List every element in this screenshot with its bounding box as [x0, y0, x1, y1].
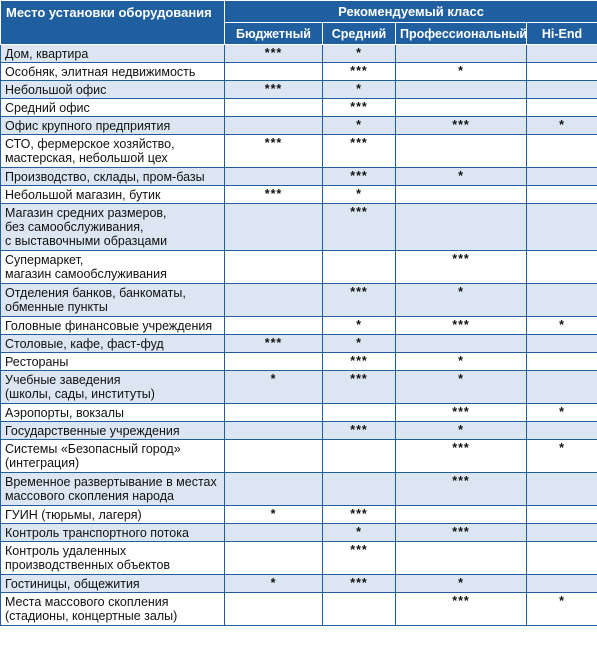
- rating-cell-middle: [323, 593, 396, 626]
- rating-cell-middle: ***: [323, 204, 396, 251]
- rating-cell-budget: [225, 524, 323, 542]
- rating-cell-middle: [323, 440, 396, 473]
- place-cell: Небольшой магазин, бутик: [1, 186, 225, 204]
- rating-cell-hiend: [527, 168, 597, 186]
- table-row: [1, 204, 597, 251]
- rating-cell-hiend: [527, 335, 597, 353]
- rating-cell-hiend: [527, 81, 597, 99]
- place-cell: Государственные учреждения: [1, 422, 225, 440]
- rating-cell-budget: [225, 593, 323, 626]
- rating-cell-budget: ***: [225, 45, 323, 63]
- place-cell: Аэропорты, вокзалы: [1, 404, 225, 422]
- rating-cell-hiend: [527, 204, 597, 251]
- rating-cell-budget: [225, 63, 323, 81]
- rating-cell-hiend: *: [527, 317, 597, 335]
- rating-cell-budget: [225, 168, 323, 186]
- rating-cell-middle: ***: [323, 371, 396, 404]
- rating-cell-middle: ***: [323, 506, 396, 524]
- table-row: [1, 117, 597, 135]
- table-row: [1, 135, 597, 168]
- place-cell: СТО, фермерское хозяйство, мастерская, небольшой цех: [1, 135, 225, 168]
- rating-cell-budget: [225, 353, 323, 371]
- place-column-label: Место установки оборудования: [6, 5, 212, 20]
- place-cell: Учебные заведения (школы, сады, институты): [1, 371, 225, 404]
- rating-cell-professional: ***: [396, 117, 527, 135]
- rating-cell-hiend: *: [527, 440, 597, 473]
- rating-cell-middle: *: [323, 81, 396, 99]
- rating-cell-budget: [225, 440, 323, 473]
- rating-cell-budget: ***: [225, 81, 323, 99]
- rating-cell-hiend: [527, 284, 597, 317]
- rating-cell-budget: [225, 404, 323, 422]
- place-cell: Офис крупного предприятия: [1, 117, 225, 135]
- rating-cell-professional: [396, 186, 527, 204]
- table-row: [1, 251, 597, 284]
- rating-cell-professional: ***: [396, 524, 527, 542]
- table-row: [1, 284, 597, 317]
- table-row: [1, 317, 597, 335]
- table-row: [1, 335, 597, 353]
- rating-cell-professional: [396, 99, 527, 117]
- rating-cell-budget: ***: [225, 186, 323, 204]
- place-cell: Производство, склады, пром-базы: [1, 168, 225, 186]
- rating-cell-professional: *: [396, 422, 527, 440]
- rating-cell-budget: [225, 204, 323, 251]
- rating-cell-budget: ***: [225, 135, 323, 168]
- rating-cell-budget: [225, 284, 323, 317]
- place-cell: Дом, квартира: [1, 45, 225, 63]
- rating-cell-hiend: [527, 135, 597, 168]
- table-row: [1, 575, 597, 593]
- place-cell: Отделения банков, банкоматы, обменные пункты: [1, 284, 225, 317]
- rating-cell-middle: ***: [323, 63, 396, 81]
- class-header-professional: Профессиональный: [396, 23, 527, 45]
- rating-cell-professional: ***: [396, 404, 527, 422]
- rating-cell-middle: ***: [323, 422, 396, 440]
- class-header-budget: Бюджетный: [225, 23, 323, 45]
- rating-cell-middle: *: [323, 335, 396, 353]
- rating-cell-middle: [323, 473, 396, 506]
- place-cell: Супермаркет, магазин самообслуживания: [1, 251, 225, 284]
- rating-cell-middle: *: [323, 45, 396, 63]
- rating-cell-professional: [396, 204, 527, 251]
- rating-cell-hiend: *: [527, 117, 597, 135]
- rating-cell-professional: *: [396, 63, 527, 81]
- place-cell: Средний офис: [1, 99, 225, 117]
- place-cell: Контроль удаленных производственных объектов: [1, 542, 225, 575]
- place-cell: Небольшой офис: [1, 81, 225, 99]
- rating-cell-budget: [225, 422, 323, 440]
- rating-cell-budget: ***: [225, 335, 323, 353]
- table-row: [1, 45, 597, 63]
- rating-cell-middle: *: [323, 524, 396, 542]
- rating-cell-hiend: [527, 422, 597, 440]
- rating-cell-hiend: [527, 542, 597, 575]
- place-cell: Головные финансовые учреждения: [1, 317, 225, 335]
- rating-cell-hiend: [527, 353, 597, 371]
- rating-cell-middle: ***: [323, 135, 396, 168]
- rating-cell-hiend: [527, 45, 597, 63]
- rating-cell-middle: ***: [323, 353, 396, 371]
- rating-cell-professional: *: [396, 284, 527, 317]
- rating-cell-professional: *: [396, 168, 527, 186]
- rating-cell-budget: *: [225, 575, 323, 593]
- rating-cell-budget: [225, 542, 323, 575]
- place-cell: Места массового скопления (стадионы, концертные залы): [1, 593, 225, 626]
- rating-cell-professional: *: [396, 371, 527, 404]
- class-group-label: Рекомендуемый класс: [338, 3, 484, 19]
- rating-cell-professional: [396, 542, 527, 575]
- table-row: [1, 440, 597, 473]
- place-cell: Магазин средних размеров, без самообслуживания, с выставочными образцами: [1, 204, 225, 251]
- table-row: [1, 524, 597, 542]
- rating-cell-professional: *: [396, 353, 527, 371]
- place-cell: Гостиницы, общежития: [1, 575, 225, 593]
- rating-cell-hiend: [527, 186, 597, 204]
- place-cell: Особняк, элитная недвижимость: [1, 63, 225, 81]
- table-row: [1, 506, 597, 524]
- rating-cell-hiend: [527, 506, 597, 524]
- table-row: [1, 371, 597, 404]
- table-row: [1, 593, 597, 626]
- table-row: [1, 404, 597, 422]
- table-row: [1, 81, 597, 99]
- rating-cell-hiend: [527, 524, 597, 542]
- rating-cell-budget: [225, 473, 323, 506]
- class-group-header: [225, 1, 597, 23]
- place-cell: Рестораны: [1, 353, 225, 371]
- rating-cell-middle: ***: [323, 168, 396, 186]
- rating-cell-budget: [225, 317, 323, 335]
- rating-cell-middle: *: [323, 186, 396, 204]
- place-cell: Временное развертывание в местах массового скопления народа: [1, 473, 225, 506]
- rating-cell-professional: ***: [396, 317, 527, 335]
- table-row: [1, 168, 597, 186]
- table-row: [1, 353, 597, 371]
- rating-cell-middle: ***: [323, 542, 396, 575]
- rating-cell-professional: [396, 506, 527, 524]
- table-row: [1, 186, 597, 204]
- rating-cell-professional: [396, 45, 527, 63]
- rating-cell-middle: [323, 251, 396, 284]
- rating-cell-professional: [396, 81, 527, 99]
- place-cell: Системы «Безопасный город» (интеграция): [1, 440, 225, 473]
- rating-cell-middle: ***: [323, 575, 396, 593]
- table-row: [1, 542, 597, 575]
- place-cell: Столовые, кафе, фаст-фуд: [1, 335, 225, 353]
- rating-cell-hiend: *: [527, 593, 597, 626]
- class-header-middle: Средний: [323, 23, 396, 45]
- table-row: [1, 99, 597, 117]
- class-header-hiend: Hi-End: [527, 23, 597, 45]
- rating-cell-hiend: [527, 99, 597, 117]
- rating-cell-middle: [323, 404, 396, 422]
- table-row: [1, 63, 597, 81]
- rating-cell-professional: ***: [396, 473, 527, 506]
- rating-cell-professional: [396, 135, 527, 168]
- table-row: [1, 422, 597, 440]
- rating-cell-budget: [225, 251, 323, 284]
- rating-cell-budget: [225, 99, 323, 117]
- rating-cell-hiend: [527, 251, 597, 284]
- rating-cell-middle: ***: [323, 284, 396, 317]
- table-body: [1, 45, 597, 626]
- rating-cell-budget: *: [225, 506, 323, 524]
- rating-cell-middle: *: [323, 317, 396, 335]
- table-row: [1, 473, 597, 506]
- rating-cell-hiend: [527, 473, 597, 506]
- place-column-header: [1, 1, 225, 45]
- rating-cell-hiend: [527, 63, 597, 81]
- rating-cell-middle: ***: [323, 99, 396, 117]
- rating-cell-professional: ***: [396, 593, 527, 626]
- rating-cell-hiend: [527, 371, 597, 404]
- rating-cell-budget: *: [225, 371, 323, 404]
- rating-cell-hiend: *: [527, 404, 597, 422]
- place-cell: Контроль транспортного потока: [1, 524, 225, 542]
- place-cell: ГУИН (тюрьмы, лагеря): [1, 506, 225, 524]
- rating-cell-professional: [396, 335, 527, 353]
- rating-cell-professional: *: [396, 575, 527, 593]
- rating-cell-professional: ***: [396, 251, 527, 284]
- rating-cell-hiend: [527, 575, 597, 593]
- rating-cell-middle: *: [323, 117, 396, 135]
- rating-cell-budget: [225, 117, 323, 135]
- rating-cell-professional: ***: [396, 440, 527, 473]
